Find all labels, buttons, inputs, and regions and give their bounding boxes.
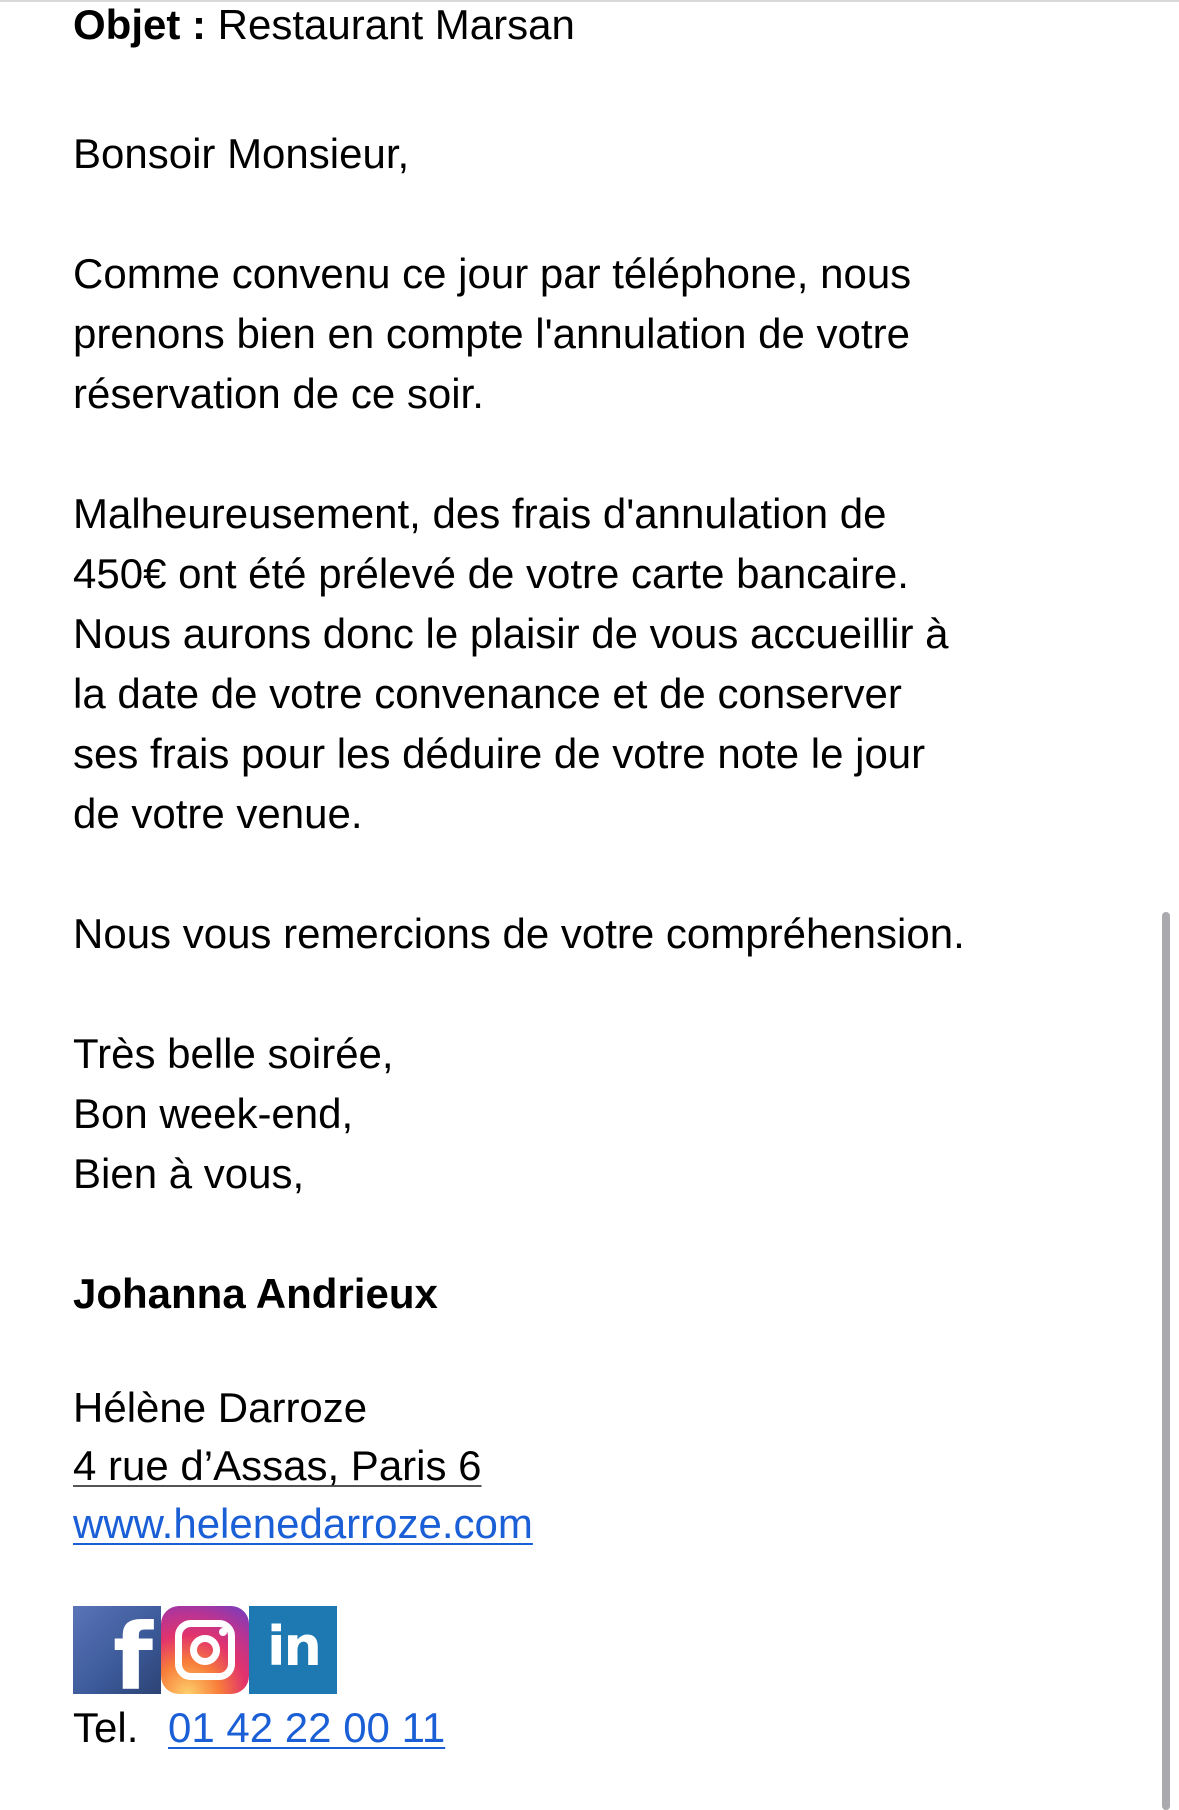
paragraph2-line1: Malheureusement, des frais d'annulation de (73, 490, 887, 537)
signature-company: Hélène Darroze (73, 1384, 368, 1431)
website-link[interactable]: www.helenedarroze.com (73, 1500, 533, 1547)
closing-line3: Bien à vous, (73, 1150, 305, 1197)
facebook-icon[interactable]: f (73, 1606, 161, 1694)
closing-line1: Très belle soirée, (73, 1030, 394, 1077)
subject-line (73, 0, 575, 55)
subject-label: Objet : (73, 1, 206, 48)
tel-label: Tel. (73, 1704, 139, 1751)
closing-line2: Bon week-end, (73, 1090, 354, 1137)
paragraph1-line3: réservation de ce soir. (73, 370, 484, 417)
paragraph2-line6: de votre venue. (73, 790, 363, 837)
tel-link[interactable]: 01 42 22 00 11 (168, 1704, 446, 1751)
thanks-line: Nous vous remercions de votre compréhension. (73, 910, 965, 957)
subject-value: Restaurant Marsan (217, 1, 575, 48)
paragraph1-line1: Comme convenu ce jour par téléphone, nous (73, 250, 912, 297)
paragraph2-line5: ses frais pour les déduire de votre note le jour (73, 730, 926, 777)
paragraph1-line2: prenons bien en compte l'annulation de votre (73, 310, 910, 357)
signature-name: Johanna Andrieux (73, 1270, 438, 1317)
instagram-icon[interactable] (161, 1606, 249, 1694)
greeting: Bonsoir Monsieur, (73, 130, 410, 177)
paragraph2-line2: 450€ ont été prélevé de votre carte bancaire. (73, 550, 909, 597)
signature-address[interactable]: 4 rue d’Assas, Paris 6 (73, 1442, 482, 1489)
paragraph2-line3: Nous aurons donc le plaisir de vous accueillir à (73, 610, 949, 657)
linkedin-icon[interactable]: in (249, 1606, 337, 1694)
tel-line (73, 1698, 445, 1758)
social-icons (73, 1606, 337, 1694)
scrollbar[interactable] (1162, 912, 1170, 1810)
paragraph2-line4: la date de votre convenance et de conserver (73, 670, 902, 717)
